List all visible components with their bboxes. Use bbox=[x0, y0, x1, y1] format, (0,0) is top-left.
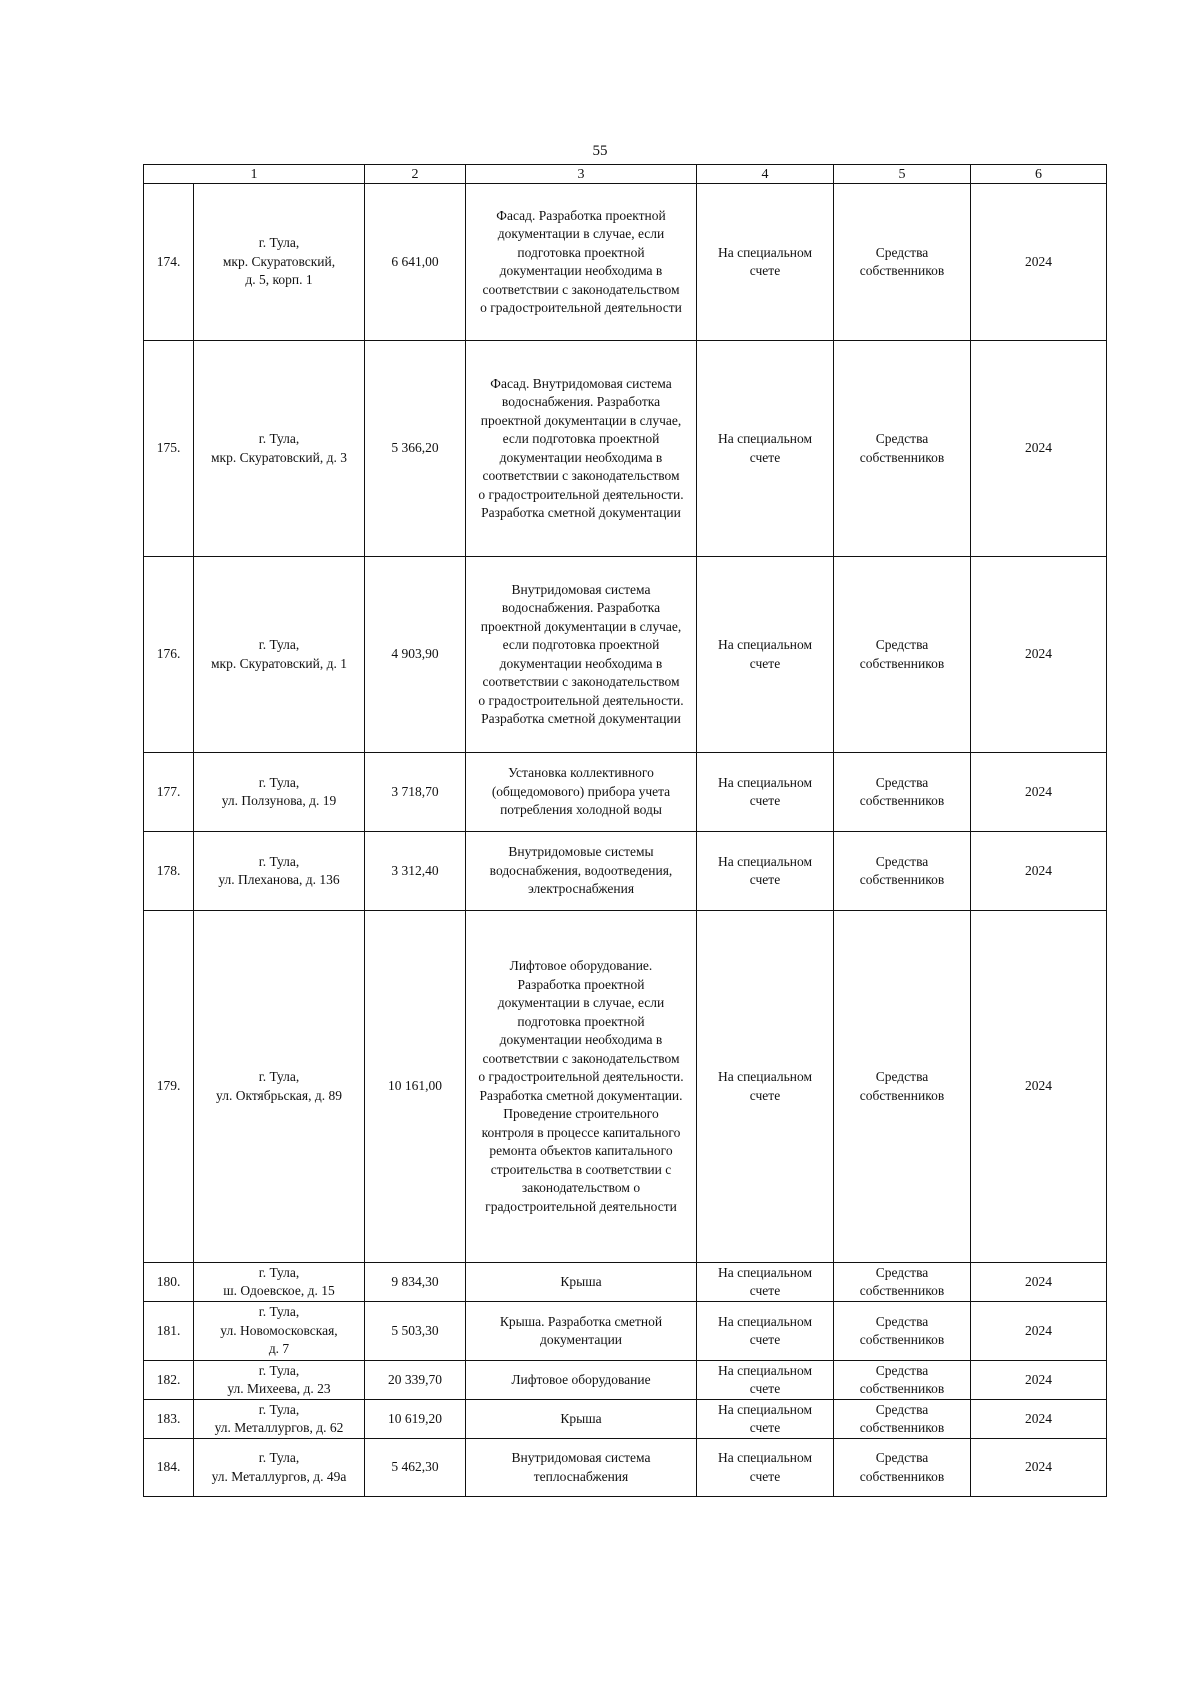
funding-source-cell bbox=[834, 1361, 971, 1400]
funding-source-cell bbox=[834, 753, 971, 832]
work-line: проектной документации в случае, bbox=[480, 618, 682, 634]
table-row bbox=[144, 341, 1107, 557]
source-line: собственников bbox=[859, 1468, 945, 1484]
funding-source-cell bbox=[834, 184, 971, 341]
work-line: Крыша bbox=[560, 1273, 602, 1289]
address-line: г. Тула, bbox=[258, 1362, 300, 1378]
account-cell bbox=[697, 1439, 834, 1497]
work-type-cell bbox=[466, 832, 697, 911]
address-line: ул. Ползунова, д. 19 bbox=[221, 793, 337, 808]
year-cell: 2024 bbox=[971, 557, 1107, 753]
account-line: счете bbox=[749, 793, 781, 808]
work-type-cell bbox=[466, 1439, 697, 1497]
amount-cell: 10 619,20 bbox=[365, 1400, 466, 1439]
account-cell bbox=[697, 753, 834, 832]
work-line: Проведение строительного bbox=[503, 1106, 659, 1121]
work-line: подготовка проектной bbox=[517, 244, 645, 260]
address-cell bbox=[194, 1400, 365, 1439]
table-row bbox=[144, 1400, 1107, 1439]
work-line: Внутридомовая система bbox=[511, 581, 651, 597]
address-line: г. Тула, bbox=[258, 853, 300, 869]
amount-cell: 3 718,70 bbox=[365, 753, 466, 832]
work-line: документации необходима в bbox=[499, 1032, 663, 1047]
year-cell: 2024 bbox=[971, 911, 1107, 1263]
amount-cell: 3 312,40 bbox=[365, 832, 466, 911]
source-line: собственников bbox=[859, 1332, 945, 1347]
table-row bbox=[144, 753, 1107, 832]
account-line: счете bbox=[749, 263, 781, 278]
work-line: ремонта объектов капитального bbox=[489, 1143, 673, 1158]
work-line: документации необходима в bbox=[499, 449, 663, 465]
year-cell: 2024 bbox=[971, 1302, 1107, 1361]
work-line: соответствии с законодательством bbox=[482, 281, 680, 297]
account-line: На специальном bbox=[717, 1069, 813, 1084]
source-line: Средства bbox=[875, 431, 929, 446]
page-number: 55 bbox=[592, 143, 608, 159]
address-line: г. Тула, bbox=[258, 1264, 300, 1280]
address-line: г. Тула, bbox=[258, 774, 300, 790]
work-line: Крыша bbox=[560, 1410, 602, 1426]
address-line: г. Тула, bbox=[258, 1304, 300, 1320]
year-cell: 2024 bbox=[971, 1400, 1107, 1439]
work-line: Внутридомовая система bbox=[511, 1450, 651, 1465]
address-line: г. Тула, bbox=[258, 637, 300, 652]
source-line: Средства bbox=[875, 1264, 929, 1280]
account-cell bbox=[697, 1400, 834, 1439]
address-line: ш. Одоевское, д. 15 bbox=[223, 1283, 335, 1298]
work-line: градостроительной деятельности bbox=[485, 1198, 677, 1214]
account-line: счете bbox=[749, 1381, 781, 1396]
account-line: счете bbox=[749, 1420, 781, 1435]
address-cell bbox=[194, 557, 365, 753]
year-cell: 2024 bbox=[971, 1439, 1107, 1497]
address-line: ул. Плеханова, д. 136 bbox=[218, 872, 340, 887]
address-cell bbox=[194, 341, 365, 557]
account-line: счете bbox=[749, 1468, 781, 1484]
work-line: (общедомового) прибора учета bbox=[491, 783, 671, 799]
source-line: Средства bbox=[875, 1362, 929, 1378]
amount-cell: 5 503,30 bbox=[365, 1302, 466, 1361]
address-cell bbox=[194, 1361, 365, 1400]
work-type-cell bbox=[466, 1361, 697, 1400]
funding-source-cell bbox=[834, 341, 971, 557]
address-line: д. 5, корп. 1 bbox=[245, 272, 313, 288]
funding-source-cell bbox=[834, 1439, 971, 1497]
account-line: На специальном bbox=[717, 774, 813, 790]
work-line: если подготовка проектной bbox=[502, 637, 660, 652]
table-row bbox=[144, 1361, 1107, 1400]
address-line: мкр. Скуратовский, bbox=[222, 253, 336, 269]
account-line: На специальном bbox=[717, 1313, 813, 1329]
account-cell bbox=[697, 1263, 834, 1302]
address-line: мкр. Скуратовский, д. 1 bbox=[210, 655, 347, 671]
work-line: строительства в соответствии с bbox=[490, 1161, 672, 1177]
address-cell bbox=[194, 1302, 365, 1361]
account-cell bbox=[697, 911, 834, 1263]
work-line: Разработка сметной документации bbox=[481, 505, 681, 520]
funding-source-cell bbox=[834, 1263, 971, 1302]
row-number: 183. bbox=[144, 1400, 194, 1439]
address-line: г. Тула, bbox=[258, 1401, 300, 1417]
table-row bbox=[144, 184, 1107, 341]
year-cell: 2024 bbox=[971, 184, 1107, 341]
year-cell: 2024 bbox=[971, 753, 1107, 832]
work-line: Фасад. Внутридомовая система bbox=[490, 375, 672, 391]
source-line: Средства bbox=[875, 1069, 929, 1084]
work-line: документации необходима в bbox=[499, 263, 663, 278]
table-row bbox=[144, 832, 1107, 911]
address-line: ул. Металлургов, д. 62 bbox=[214, 1420, 344, 1435]
work-line: если подготовка проектной bbox=[502, 431, 660, 446]
work-line: водоснабжения. Разработка bbox=[501, 394, 661, 409]
account-cell bbox=[697, 832, 834, 911]
account-line: На специальном bbox=[717, 637, 813, 652]
table-row bbox=[144, 1439, 1107, 1497]
table-row bbox=[144, 911, 1107, 1263]
account-line: счете bbox=[749, 449, 781, 465]
source-line: собственников bbox=[859, 1087, 945, 1103]
work-type-cell bbox=[466, 753, 697, 832]
address-cell bbox=[194, 911, 365, 1263]
source-line: собственников bbox=[859, 1381, 945, 1396]
year-cell: 2024 bbox=[971, 1263, 1107, 1302]
account-cell bbox=[697, 341, 834, 557]
work-line: документации в случае, если bbox=[497, 226, 665, 241]
row-number: 181. bbox=[144, 1302, 194, 1361]
work-line: о градостроительной деятельности. bbox=[478, 486, 684, 502]
work-line: соответствии с законодательством bbox=[482, 674, 680, 689]
work-line: соответствии с законодательством bbox=[482, 1050, 680, 1066]
account-line: На специальном bbox=[717, 431, 813, 446]
column-number-6: 6 bbox=[971, 165, 1107, 184]
address-line: г. Тула, bbox=[258, 1450, 300, 1465]
funding-source-cell bbox=[834, 832, 971, 911]
work-type-cell bbox=[466, 1263, 697, 1302]
work-line: о градостроительной деятельности. bbox=[478, 692, 684, 708]
row-number: 176. bbox=[144, 557, 194, 753]
column-number-5: 5 bbox=[834, 165, 971, 184]
funding-source-cell bbox=[834, 1302, 971, 1361]
work-line: подготовка проектной bbox=[517, 1013, 645, 1029]
work-type-cell bbox=[466, 1302, 697, 1361]
work-line: потребления холодной воды bbox=[500, 802, 662, 818]
address-line: ул. Михеева, д. 23 bbox=[227, 1381, 331, 1396]
amount-cell: 6 641,00 bbox=[365, 184, 466, 341]
address-cell bbox=[194, 1439, 365, 1497]
source-line: собственников bbox=[859, 872, 945, 887]
source-line: собственников bbox=[859, 449, 945, 465]
table-row bbox=[144, 1302, 1107, 1361]
amount-cell: 9 834,30 bbox=[365, 1263, 466, 1302]
work-line: законодательством о bbox=[521, 1180, 641, 1195]
work-line: Фасад. Разработка проектной bbox=[496, 207, 666, 223]
account-line: счете bbox=[749, 1087, 781, 1103]
account-line: счете bbox=[749, 1283, 781, 1298]
source-line: Средства bbox=[875, 853, 929, 869]
row-number: 180. bbox=[144, 1263, 194, 1302]
address-line: ул. Металлургов, д. 49а bbox=[211, 1468, 347, 1484]
source-line: Средства bbox=[875, 1450, 929, 1465]
work-line: Разработка проектной bbox=[517, 976, 645, 992]
account-line: На специальном bbox=[717, 1362, 813, 1378]
repair-program-table bbox=[143, 164, 1107, 1497]
column-number-2: 2 bbox=[365, 165, 466, 184]
account-line: счете bbox=[749, 655, 781, 671]
source-line: Средства bbox=[875, 1401, 929, 1417]
account-line: счете bbox=[749, 1332, 781, 1347]
source-line: Средства bbox=[875, 244, 929, 260]
work-type-cell bbox=[466, 184, 697, 341]
column-number-row bbox=[144, 165, 1107, 184]
address-line: мкр. Скуратовский, д. 3 bbox=[210, 449, 347, 465]
account-line: На специальном bbox=[717, 1401, 813, 1417]
work-line: теплоснабжения bbox=[533, 1468, 629, 1484]
address-cell bbox=[194, 184, 365, 341]
account-line: счете bbox=[749, 872, 781, 887]
year-cell: 2024 bbox=[971, 832, 1107, 911]
source-line: Средства bbox=[875, 1313, 929, 1329]
work-line: о градостроительной деятельности bbox=[480, 300, 682, 315]
year-cell: 2024 bbox=[971, 1361, 1107, 1400]
account-line: На специальном bbox=[717, 1450, 813, 1465]
row-number: 179. bbox=[144, 911, 194, 1263]
source-line: собственников bbox=[859, 263, 945, 278]
work-line: Лифтовое оборудование. bbox=[509, 958, 653, 973]
account-cell bbox=[697, 1361, 834, 1400]
work-line: Установка коллективного bbox=[508, 765, 654, 781]
work-line: документации необходима в bbox=[499, 655, 663, 671]
address-cell bbox=[194, 753, 365, 832]
work-type-cell bbox=[466, 341, 697, 557]
address-line: г. Тула, bbox=[258, 431, 300, 446]
amount-cell: 20 339,70 bbox=[365, 1361, 466, 1400]
source-line: Средства bbox=[875, 774, 929, 790]
row-number: 175. bbox=[144, 341, 194, 557]
amount-cell: 5 462,30 bbox=[365, 1439, 466, 1497]
address-line: д. 7 bbox=[268, 1341, 290, 1357]
row-number: 174. bbox=[144, 184, 194, 341]
work-line: водоснабжения. Разработка bbox=[501, 600, 661, 615]
source-line: собственников bbox=[859, 1420, 945, 1435]
source-line: собственников bbox=[859, 655, 945, 671]
work-line: Внутридомовые системы bbox=[508, 844, 654, 860]
year-cell: 2024 bbox=[971, 341, 1107, 557]
work-line: Крыша. Разработка сметной bbox=[499, 1313, 663, 1329]
work-type-cell bbox=[466, 911, 697, 1263]
work-line: о градостроительной деятельности. bbox=[478, 1069, 684, 1084]
account-cell bbox=[697, 1302, 834, 1361]
row-number: 182. bbox=[144, 1361, 194, 1400]
row-number: 178. bbox=[144, 832, 194, 911]
funding-source-cell bbox=[834, 557, 971, 753]
work-line: Разработка сметной документации bbox=[481, 711, 681, 726]
source-line: Средства bbox=[875, 637, 929, 652]
row-number: 177. bbox=[144, 753, 194, 832]
row-number: 184. bbox=[144, 1439, 194, 1497]
address-cell bbox=[194, 832, 365, 911]
address-line: ул. Новомосковская, bbox=[220, 1322, 338, 1338]
account-cell bbox=[697, 184, 834, 341]
work-line: электроснабжения bbox=[527, 881, 635, 897]
work-line: документации в случае, если bbox=[497, 995, 665, 1010]
table-row bbox=[144, 1263, 1107, 1302]
address-line: г. Тула, bbox=[258, 1069, 300, 1084]
source-line: собственников bbox=[859, 1283, 945, 1298]
work-line: Разработка сметной документации. bbox=[479, 1087, 683, 1103]
account-line: На специальном bbox=[717, 1264, 813, 1280]
account-cell bbox=[697, 557, 834, 753]
table-body bbox=[144, 165, 1107, 1497]
amount-cell: 4 903,90 bbox=[365, 557, 466, 753]
funding-source-cell bbox=[834, 1400, 971, 1439]
account-line: На специальном bbox=[717, 853, 813, 869]
table-row bbox=[144, 557, 1107, 753]
work-line: соответствии с законодательством bbox=[482, 468, 680, 483]
column-number-1: 1 bbox=[144, 165, 365, 184]
work-line: проектной документации в случае, bbox=[480, 412, 682, 428]
work-type-cell bbox=[466, 557, 697, 753]
source-line: собственников bbox=[859, 793, 945, 808]
column-number-4: 4 bbox=[697, 165, 834, 184]
amount-cell: 10 161,00 bbox=[365, 911, 466, 1263]
work-line: Лифтовое оборудование bbox=[511, 1371, 651, 1387]
amount-cell: 5 366,20 bbox=[365, 341, 466, 557]
work-line: документации bbox=[539, 1332, 623, 1347]
address-line: ул. Октябрьская, д. 89 bbox=[216, 1087, 342, 1103]
column-number-3: 3 bbox=[466, 165, 697, 184]
address-line: г. Тула, bbox=[258, 235, 300, 251]
work-type-cell bbox=[466, 1400, 697, 1439]
work-line: водоснабжения, водоотведения, bbox=[489, 862, 673, 878]
funding-source-cell bbox=[834, 911, 971, 1263]
address-cell bbox=[194, 1263, 365, 1302]
work-line: контроля в процессе капитального bbox=[481, 1124, 681, 1140]
account-line: На специальном bbox=[717, 244, 813, 260]
